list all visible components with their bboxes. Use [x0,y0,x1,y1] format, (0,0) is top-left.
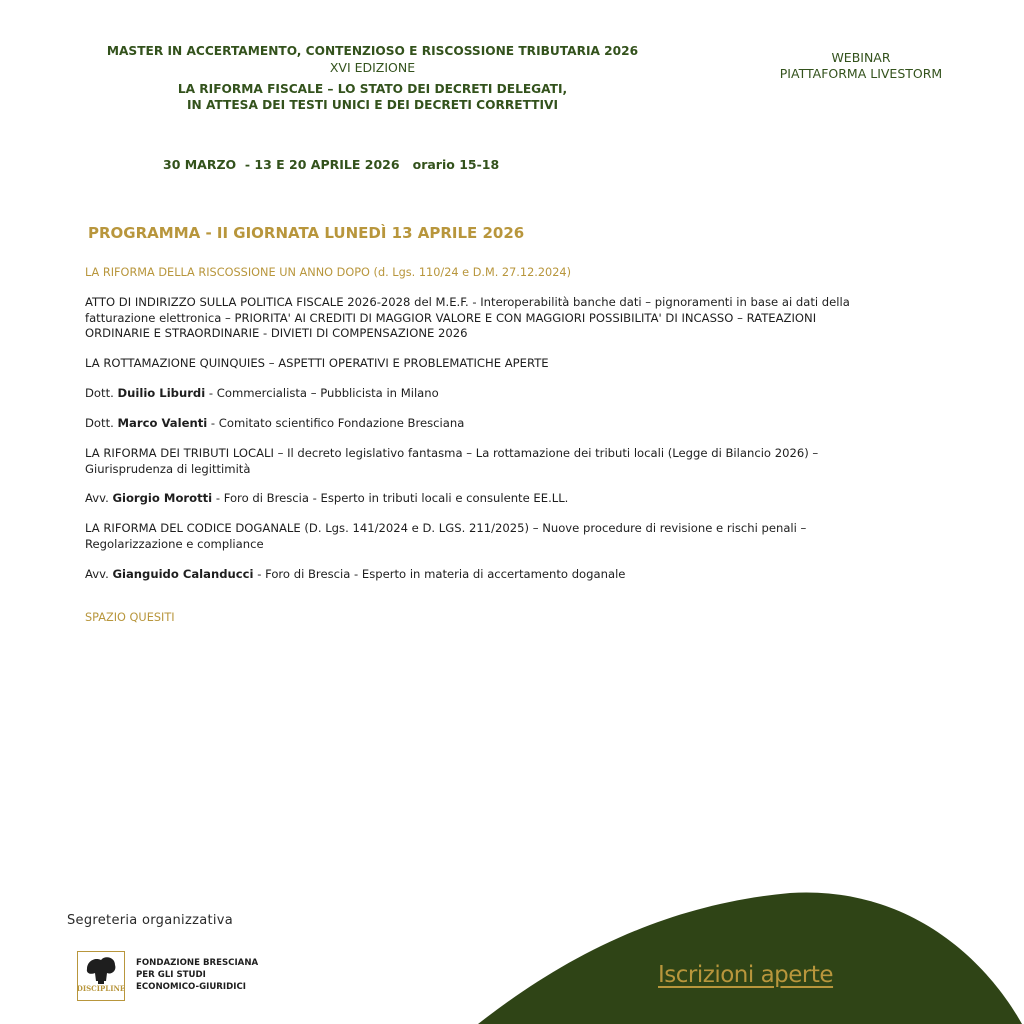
speaker-liburdi [85,386,439,400]
logo-text: DISCIPLINE [77,984,125,993]
codice-doganale-text: LA RIFORMA DEL CODICE DOGANALE (D. Lgs. 141/2024 e D. LGS. 211/2025) – Nuove procedure di revisione e rischi penali – Regolarizzazione e compliance [85,521,807,551]
tributi-locali-text: LA RIFORMA DEI TRIBUTI LOCALI – Il decreto legislativo fantasma – La rottamazione dei tributi locali (Legge di Bilancio 2026) – Giurisprudenza di legittimità [85,446,819,476]
speaker-role: - Commercialista – Pubblicista in Milano [208,386,439,400]
fondazione-name-line2: PER GLI STUDI [136,970,206,980]
section-riscossione-title: LA RIFORMA DELLA RISCOSSIONE UN ANNO DOPO (d. Lgs. 110/24 e D.M. 27.12.2024) [85,266,572,279]
rottamazione-text: LA ROTTAMAZIONE QUINQUIES – ASPETTI OPERATIVI E PROBLEMATICHE APERTE [85,356,549,370]
riforma-title-line2: IN ATTESA DEI TESTI UNICI E DEI DECRETI CORRETTIVI [186,98,558,112]
fondazione-logo-icon [77,951,125,1001]
speaker-name: Marco Valenti [117,416,208,430]
speaker-title: Avv. [85,567,109,581]
segreteria-label: Segreteria organizzativa [67,913,234,928]
speaker-valenti [85,416,464,430]
edition-label: XVI EDIZIONE [329,60,416,75]
speaker-name: Duilio Liburdi [117,386,206,400]
webinar-label: WEBINAR [831,50,891,65]
speaker-role: - Foro di Brescia - Esperto in materia di accertamento doganale [257,567,626,581]
speaker-role: - Comitato scientifico Fondazione Bresciana [210,416,465,430]
platform-label: PIATTAFORMA LIVESTORM [779,66,943,81]
speaker-morotti [85,491,568,505]
speaker-role: - Foro di Brescia - Esperto in tributi locali e consulente EE.LL. [215,491,569,505]
spazio-quesiti-label: SPAZIO QUESITI [85,611,175,624]
speaker-calanducci [85,567,625,581]
master-title: MASTER IN ACCERTAMENTO, CONTENZIOSO E RISCOSSIONE TRIBUTARIA 2026 [106,44,639,58]
fondazione-name [136,957,258,993]
iscrizioni-aperte-link[interactable]: Iscrizioni aperte [658,962,834,988]
event-dates: 30 MARZO - 13 E 20 APRILE 2026 orario 15-18 [163,157,500,172]
speaker-title: Avv. [85,491,109,505]
riforma-title-line1: LA RIFORMA FISCALE – LO STATO DEI DECRETI DELEGATI, [177,82,568,96]
speaker-title: Dott. [85,416,114,430]
program-title: PROGRAMMA - II GIORNATA LUNEDÌ 13 APRILE 2026 [88,224,525,242]
speaker-name: Gianguido Calanducci [112,567,254,581]
speaker-title: Dott. [85,386,114,400]
fondazione-name-line1: FONDAZIONE BRESCIANA [136,958,259,968]
speaker-name: Giorgio Morotti [112,491,213,505]
atto-indirizzo-text: ATTO DI INDIRIZZO SULLA POLITICA FISCALE 2026-2028 del M.E.F. - Interoperabilità banche dati – pignoramenti in base ai dati della fatturazione elettronica – PRIORITA' AI CREDITI DI MAGGIOR VALORE E CON MAGGIORI POSSIBILITA' DI INCASSO – RATEAZIONI ORDINARIE E STRAORDINARIE - DIVIETI DI COMPENSAZIONE 2026 [85,295,850,340]
fondazione-name-line3: ECONOMICO-GIURIDICI [136,982,246,992]
